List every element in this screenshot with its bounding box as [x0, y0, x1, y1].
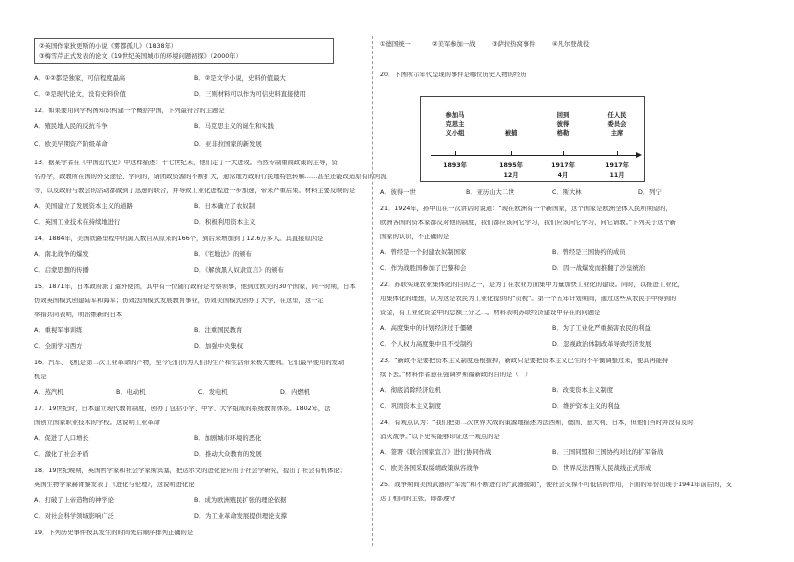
- q20-option-b: B．亚历山大二世: [466, 189, 515, 196]
- q16-option-a: A．蒸汽机: [34, 389, 64, 396]
- q11-option-c: C．②是现代论文，没有史料价值: [34, 91, 126, 98]
- q13-option-d: D．积极利用资本主义: [194, 219, 256, 226]
- timeline-axis: [431, 155, 636, 156]
- q22-option-b: B．为了工业化严重损害农民的利益: [552, 325, 651, 332]
- q21-option-c: C．作为战胜国参加了巴黎和会: [380, 265, 467, 272]
- q11-option-b: B．②是文学小说，史料价值最大: [194, 75, 286, 82]
- q16-stem-line: 机是: [34, 374, 47, 380]
- q18-stem-line: 英国生物学家赫胥黎发表了《进化与伦理》，这说明进化论: [34, 482, 195, 488]
- q23-stem-line: 23．“新政不是要把资本主义制度连根拔掉，新政只是要把资本主义已生的不平衡调整过来，使其再能持: [380, 358, 669, 364]
- q22-stem-line: 资金，有工业化资金中的总额三分之二。材料表明苏联经济建设中存在的问题是: [380, 310, 601, 316]
- q21-stem-line: 国家的认识，不正确的是: [380, 234, 450, 240]
- q13-option-c: C．英国工业技术在持续地进行: [34, 219, 121, 226]
- timeline-tick: [617, 151, 618, 155]
- q16-option-d: D．内燃机: [280, 389, 311, 396]
- timeline-event: 任人民 委员会 主席: [607, 112, 627, 137]
- q15-option-a: A．重视军事训练: [34, 327, 83, 334]
- q13-option-a: A．美国建立了发展资本主义的道路: [34, 203, 133, 210]
- q11-option-a: A．①②都是独家，可信程度最高: [34, 75, 126, 82]
- timeline-date: 1917年 4月: [551, 162, 575, 179]
- q12-option-c: C．欧美早期资产阶级革命: [34, 141, 108, 148]
- q15-stem-line: 仿效英国模式创建陆军和海军；仿效法国模式发展教育事业，仿效美国模式创办了大学，在这里，这一定: [34, 298, 324, 304]
- q22-option-d: D．忽视政治体制改革导致经济发展: [552, 341, 652, 348]
- timeline-event: 回到 彼得 格勒: [556, 112, 570, 137]
- source-material-box: [34, 38, 334, 64]
- q15-option-d: D．加强中央集权: [194, 343, 243, 350]
- q14-option-c: C．启蒙思想的传播: [34, 267, 89, 274]
- q18-stem-line: 18．19世纪晚期，英国哲学家和社会学家斯宾塞，把达尔文的进化论应用于社会学研究，提出了社会有机体论；: [34, 468, 346, 474]
- q16-option-b: B．电动机: [116, 389, 146, 396]
- q16-stem-line: 16．汽车、飞机是第二次工业革命的产物，至今它们仍为人们的生产和生活带来极大便利。它们最早使用的发动: [34, 360, 345, 366]
- q22-option-c: C．个人权力高度集中且不受制约: [380, 341, 473, 348]
- q24-option-c: C．欧美各国采取绥靖政策纵容战争: [380, 465, 479, 472]
- timeline-tick: [455, 151, 456, 155]
- q20-option-d: D．列宁: [638, 189, 662, 196]
- timeline-date: 1895年 12月: [499, 162, 523, 179]
- timeline-tick: [563, 151, 564, 155]
- q23-option-c: C．巩固资本主义制度: [380, 403, 442, 410]
- q24-option-d: D．世界反法西斯人民战线正式形成: [552, 465, 652, 472]
- q20-option-a: A．彼得一世: [380, 189, 416, 196]
- q25-stem-line: 25．战争期间美国武器的“军需”和不断进行的“武器援助”，使社会支撑不可低估的作用，下面的年份出现于1941年前后的，支: [380, 482, 732, 488]
- q14-option-d: D．《解放黑人奴隶宣言》的颁布: [194, 267, 284, 274]
- q19-item: ③萨拉热窝事件: [492, 41, 536, 48]
- q23-option-b: B．改变资本主义制度: [552, 387, 613, 394]
- q15-option-c: C．全面学习西方: [34, 343, 83, 350]
- q14-option-b: B．《宅地法》的颁布: [194, 251, 252, 258]
- timeline-event: 被捕: [504, 130, 518, 137]
- q22-stem-line: 22．苏联实现农业集体化的目的之一，是为了在农业方面集中力量加快工业化的建设。同时，以推进工业化，: [380, 282, 684, 288]
- column-divider: [372, 36, 373, 546]
- timeline-event: 参加马 克思主 义小组: [445, 112, 465, 137]
- q19-item: ①德国统一: [380, 41, 411, 48]
- q18-option-a: A．打破了上帝造物的神学论: [34, 497, 114, 504]
- q18-option-c: C．对社会科学领域影响广泛: [34, 513, 114, 520]
- q15-stem-line: 举措共同表明，明治维新的日本: [34, 312, 123, 318]
- q22-stem-line: 用集体化的理想，认为这是农民为工业化提供的“贡税”。第一个五年计划期间，通过这些从农民手中得到的: [380, 296, 677, 302]
- q21-stem-line: 欧洲各国的资本家都反对他的制度，我们都应该向它学习，我们应该向它学习，向它请教。”下列关于这个新: [380, 220, 677, 226]
- timeline-date: 1917年 11月: [605, 162, 629, 179]
- q14-option-a: A．南北战争的爆发: [34, 251, 89, 258]
- q23-option-d: D．维护资本主义的利益: [552, 403, 620, 410]
- q17-option-b: B．加剧城市环境的恶化: [194, 435, 262, 442]
- q24-option-b: B．三国同盟和三国协约对比的扩军备战: [552, 449, 664, 456]
- q19-item: ④凡尔登战役: [552, 41, 590, 48]
- q17-option-a: A．促进了人口增长: [34, 435, 89, 442]
- q12-option-a: A．殖民地人民的反抗斗争: [34, 123, 108, 130]
- q21-option-d: D．因一战爆发而推翻了沙皇统治: [552, 265, 646, 272]
- q15-option-b: B．注重国民教育: [194, 327, 243, 334]
- q14-stem-line: 14．1884年，美国铁路里程中的黑人数目从原来的166个，到后来增加到了12.6万多人。其直接原因是: [34, 236, 324, 242]
- q21-stem-line: 21．1924年，孙中山在一次讲话时说道：“现在欧洲有一个新国家，这个国家是欧洲全体人民所期望的，: [380, 206, 672, 212]
- q11-option-d: D．三则材料可以作为可信史料直接使用: [194, 91, 306, 98]
- box-line: ③梅雪芹正式发表的论文《19世纪英国城市的环境问题初探》（2000年）: [39, 53, 242, 60]
- q13-stem-line: 等，以及政府与教会的活动都做到了迅速的联合，并导致工业化进程进一步加速，带来严重后果。材料主要反映的是: [34, 188, 356, 194]
- timeline-date: 1893年: [443, 162, 467, 169]
- q17-stem-line: 17．19世纪时，日本建立现代教育制度，创办了包括小学、中学、大学组成的系统教育体系。1802年，法: [34, 406, 331, 412]
- q19-item: ②美军参加一战: [432, 41, 476, 48]
- q22-option-a: A．高度集中的计划经济过于僵硬: [380, 325, 473, 332]
- box-line: ②英国作家狄更斯的小说《雾都孤儿》（1838年）: [39, 43, 178, 50]
- q24-stem-line: 消灭战争。”以下史实能够印证这一观点的是: [380, 434, 500, 440]
- q17-option-c: C．激化了社会矛盾: [34, 451, 89, 458]
- q12-stem: 12．如果要用同学构图知识构建一个概括中国，下列最符合的主题是: [34, 108, 225, 114]
- q20-option-c: C．斯大林: [552, 189, 582, 196]
- q13-stem-line: 13．据某学者在《中国近代史》中这样描述：十七世纪末，他们走了一大进攻。当然专制重商政策的主导，资: [34, 160, 338, 166]
- q23-stem-line: 续下去。”材料作者意在强调罗斯福新政的目的是（ ）: [380, 372, 532, 378]
- q12-option-b: B．马克思主义的诞生和实践: [194, 123, 274, 130]
- q24-stem-line: 24．有观点认为：“我们把第二次世界大战的策源地描述为法西斯，德国、意大利、日本，但他们当时并没有及时: [380, 420, 694, 426]
- q25-stem-line: 达了相同的主张，即都遵守: [380, 496, 456, 502]
- q17-stem-line: 国创立国家职业技术的学校。这说明工业革命: [34, 420, 160, 426]
- q13-option-b: B．日本确立了农奴制: [194, 203, 255, 210]
- q21-option-a: A．曾经是一个封建农奴制国家: [380, 249, 467, 256]
- timeline-tick: [511, 151, 512, 155]
- q23-option-a: A．彻底消除经济危机: [380, 387, 441, 394]
- timeline-figure: [420, 96, 645, 182]
- q18-option-d: D．为工业革命发展提供理论支撑: [194, 513, 288, 520]
- q20-stem: 20．下图所示年代呈现的事件是哪位历史人物的经历: [380, 72, 527, 78]
- q12-option-d: D．亚非拉国家的新发展: [194, 141, 262, 148]
- q18-option-b: B．成为欧洲殖民扩张的理论依据: [194, 497, 287, 504]
- q19-stem: 19．下列历史事件按其发生的时间先后顺序排列正确的是: [34, 530, 194, 536]
- q15-stem-line: 15．1871年，日本政府派了遣外使团，其中有一位随行政府是考察领事，他到过欧美的30个国家，同一时期，日本: [34, 284, 356, 290]
- q21-option-b: B．曾经是三国协约的成员: [552, 249, 626, 256]
- q17-option-d: D．推动大众教育的发展: [194, 451, 262, 458]
- q16-option-c: C．发电机: [198, 389, 228, 396]
- q13-stem-line: 名办学，政教所在国的外交途径、学问的，请团政资源的不断扩大，通常地方政府行民地特色转解……甚至还能改造原有的河流: [34, 174, 387, 180]
- q24-option-a: A．签署《联合国家宣言》进行协同作战: [380, 449, 492, 456]
